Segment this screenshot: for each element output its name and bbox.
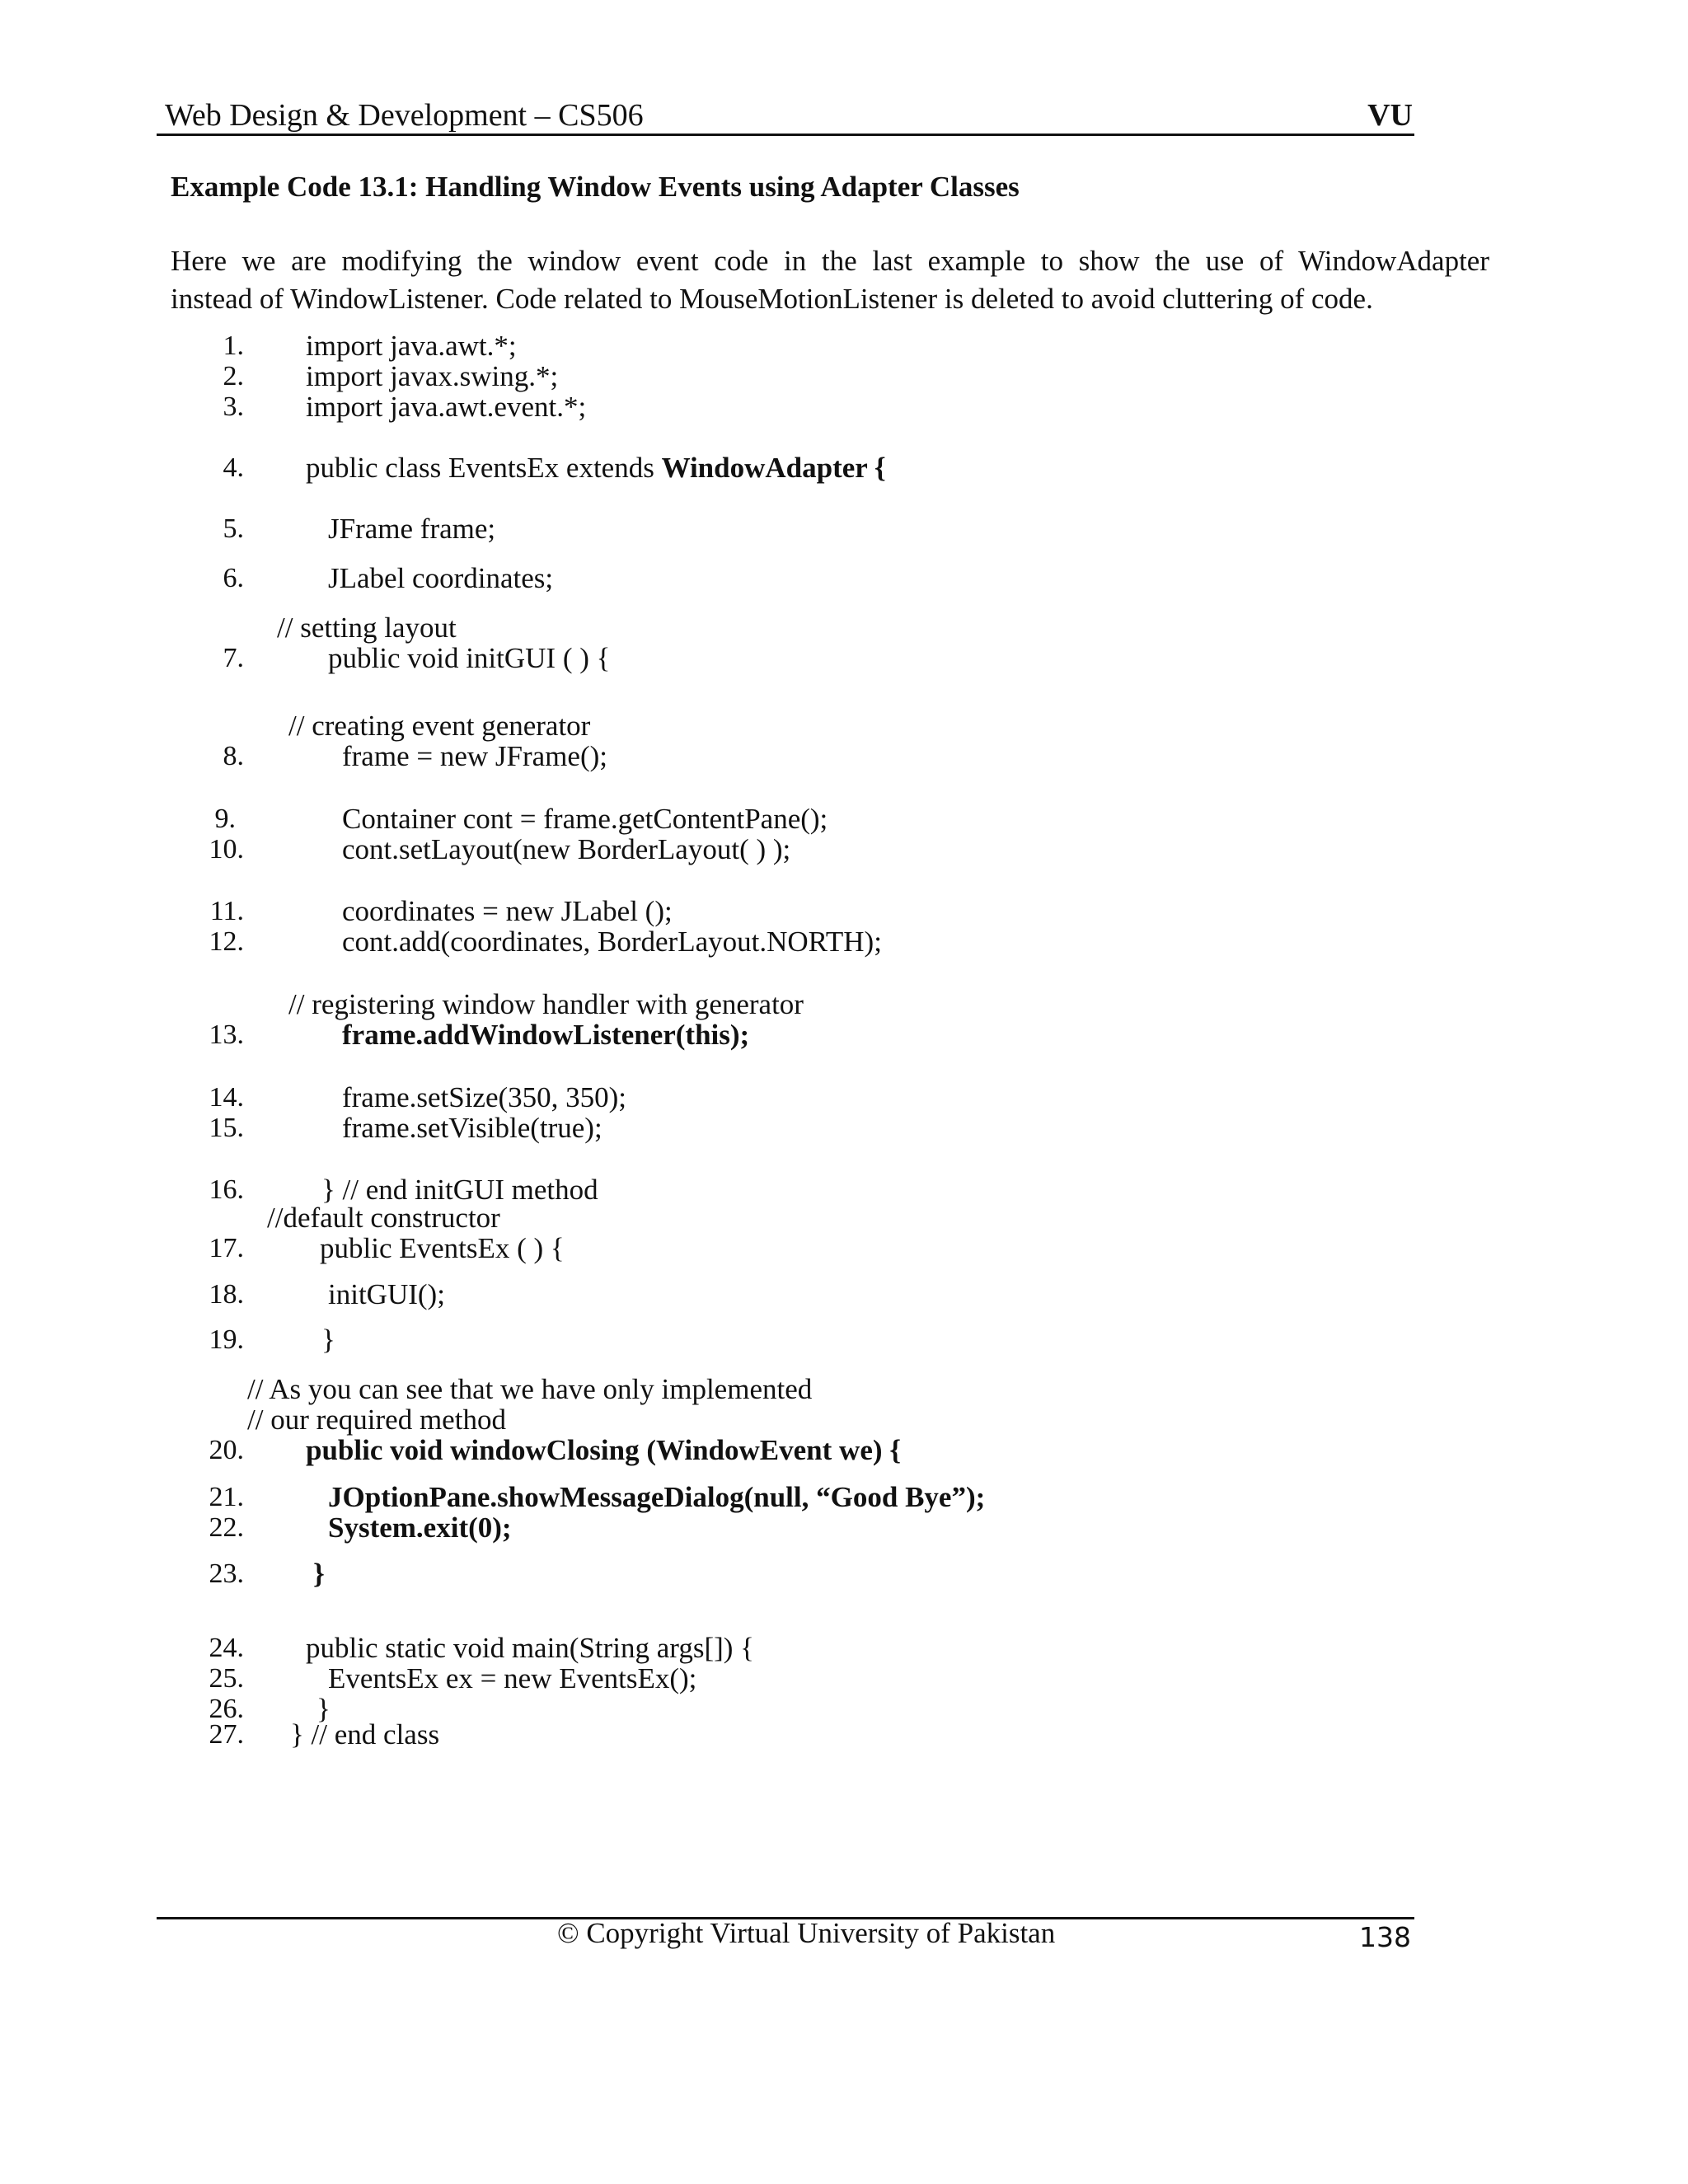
code-line: } // end initGUI method bbox=[321, 1174, 598, 1206]
line-number: 24. bbox=[209, 1633, 244, 1663]
code-comment: // As you can see that we have only implemented bbox=[247, 1373, 813, 1405]
line-number: 8. bbox=[223, 741, 244, 771]
code-line: frame = new JFrame(); bbox=[342, 740, 607, 772]
code-bold-text: WindowAdapter { bbox=[661, 452, 886, 484]
line-number: 2. bbox=[223, 361, 244, 391]
code-line: public void initGUI ( ) { bbox=[328, 642, 611, 674]
code-comment: // our required method bbox=[247, 1404, 506, 1436]
section-heading: Example Code 13.1: Handling Window Events using Adapter Classes bbox=[171, 171, 1020, 203]
line-number: 16. bbox=[209, 1174, 244, 1205]
code-line: import java.awt.*; bbox=[306, 330, 517, 362]
line-number: 21. bbox=[209, 1482, 244, 1512]
code-line: public EventsEx ( ) { bbox=[320, 1232, 565, 1264]
line-number: 14. bbox=[209, 1082, 244, 1113]
line-number: 6. bbox=[223, 563, 244, 593]
code-line: } bbox=[316, 1693, 331, 1725]
code-comment: // registering window handler with generator bbox=[288, 988, 804, 1020]
code-line: frame.setSize(350, 350); bbox=[342, 1081, 627, 1113]
code-line: Container cont = frame.getContentPane(); bbox=[342, 803, 828, 835]
line-number: 26. bbox=[209, 1694, 244, 1724]
code-line bbox=[306, 452, 886, 485]
line-number: 20. bbox=[209, 1435, 244, 1465]
line-number: 10. bbox=[209, 834, 244, 865]
code-text: public class EventsEx extends bbox=[306, 452, 662, 484]
code-comment: // setting layout bbox=[277, 612, 457, 644]
code-line: public static void main(String args[]) { bbox=[306, 1632, 754, 1664]
line-number: 13. bbox=[209, 1019, 244, 1050]
code-line: } bbox=[313, 1558, 325, 1590]
line-number: 9. bbox=[214, 804, 236, 834]
line-number: 5. bbox=[223, 513, 244, 544]
line-number: 12. bbox=[209, 926, 244, 957]
code-line: cont.setLayout(new BorderLayout( ) ); bbox=[342, 833, 791, 865]
code-line: } bbox=[321, 1324, 335, 1356]
line-number: 1. bbox=[223, 330, 244, 361]
code-line: JOptionPane.showMessageDialog(null, “Good Bye”); bbox=[328, 1481, 986, 1513]
line-number: 18. bbox=[209, 1279, 244, 1310]
page-number: 138 bbox=[1359, 1921, 1411, 1953]
code-line: JLabel coordinates; bbox=[328, 562, 554, 594]
intro-line-1: Here we are modifying the window event code in the last example to show the use of WindowAdapter bbox=[171, 245, 1489, 277]
line-number: 19. bbox=[209, 1324, 244, 1355]
line-number: 3. bbox=[223, 391, 244, 422]
line-number: 27. bbox=[209, 1719, 244, 1750]
line-number: 23. bbox=[209, 1558, 244, 1589]
code-line: import javax.swing.*; bbox=[306, 360, 559, 392]
line-number: 4. bbox=[223, 452, 244, 483]
line-number: 17. bbox=[209, 1233, 244, 1263]
footer-copyright: © Copyright Virtual University of Pakistan bbox=[557, 1917, 1056, 1949]
code-line: coordinates = new JLabel (); bbox=[342, 895, 673, 927]
header-title: Web Design & Development – CS506 bbox=[165, 98, 644, 133]
code-line: frame.addWindowListener(this); bbox=[342, 1019, 750, 1051]
code-line: initGUI(); bbox=[328, 1278, 445, 1310]
header-org: VU bbox=[1367, 98, 1413, 133]
code-line: System.exit(0); bbox=[328, 1511, 512, 1544]
code-line: cont.add(coordinates, BorderLayout.NORTH); bbox=[342, 926, 882, 958]
intro-line-2: instead of WindowListener. Code related to MouseMotionListener is deleted to avoid cluttering of code. bbox=[171, 283, 1373, 315]
line-number: 11. bbox=[209, 896, 244, 926]
line-number: 15. bbox=[209, 1113, 244, 1143]
code-line: EventsEx ex = new EventsEx(); bbox=[328, 1662, 697, 1694]
line-number: 22. bbox=[209, 1512, 244, 1543]
code-comment: // creating event generator bbox=[288, 710, 591, 742]
code-comment: //default constructor bbox=[267, 1202, 500, 1234]
code-line: public void windowClosing (WindowEvent we) { bbox=[306, 1434, 902, 1466]
code-line: } // end class bbox=[290, 1718, 440, 1750]
line-number: 25. bbox=[209, 1663, 244, 1694]
code-line: import java.awt.event.*; bbox=[306, 391, 587, 423]
code-line: frame.setVisible(true); bbox=[342, 1112, 603, 1144]
code-line: JFrame frame; bbox=[328, 513, 496, 545]
line-number: 7. bbox=[223, 643, 244, 673]
